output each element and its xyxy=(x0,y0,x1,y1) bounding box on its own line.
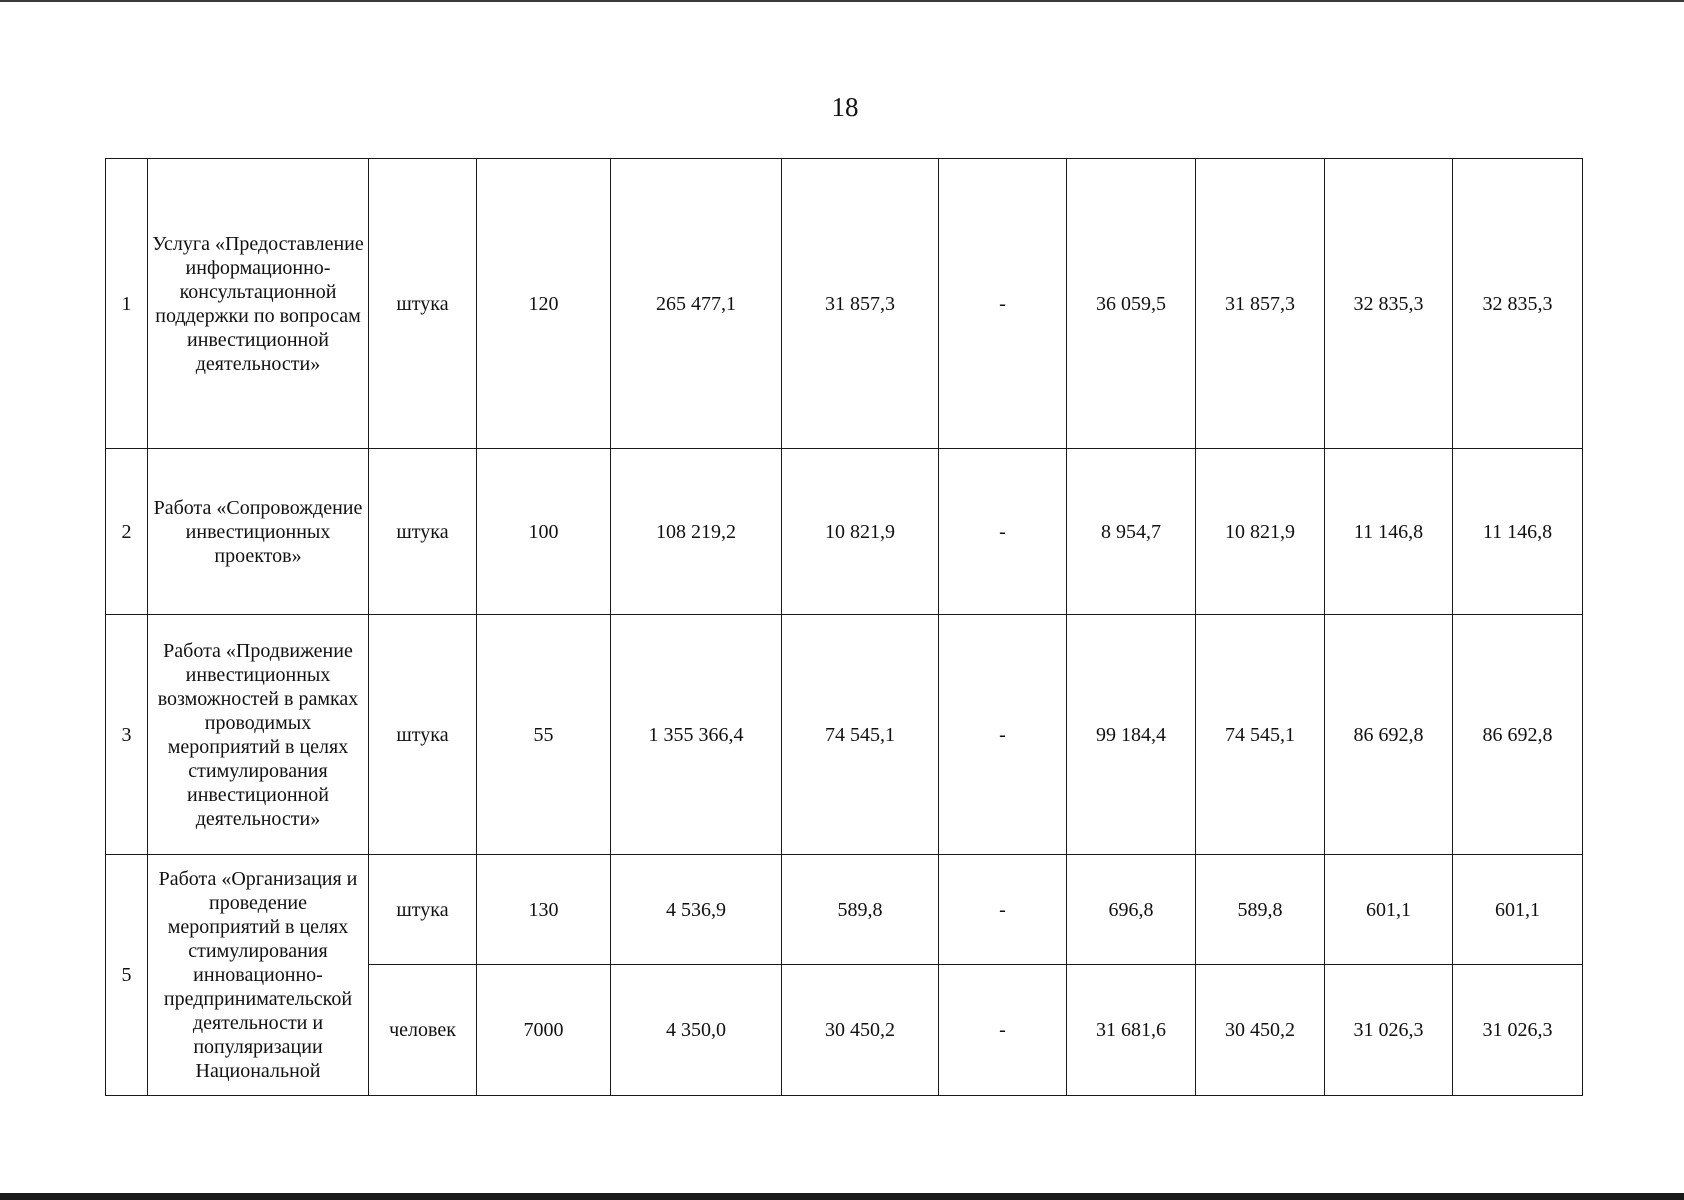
service-name: Работа «Сопровождение инвестиционных проектов» xyxy=(148,449,369,615)
value-cell: 10 821,9 xyxy=(1196,449,1325,615)
value-cell: 86 692,8 xyxy=(1325,615,1453,855)
volume-cell: 7000 xyxy=(477,965,611,1096)
value-cell: 31 857,3 xyxy=(1196,159,1325,449)
table-row xyxy=(106,449,1583,615)
volume-cell: 120 xyxy=(477,159,611,449)
value-cell: 30 450,2 xyxy=(1196,965,1325,1096)
value-cell: 696,8 xyxy=(1067,855,1196,965)
unit-cell: человек xyxy=(369,965,477,1096)
value-cell: 601,1 xyxy=(1325,855,1453,965)
value-cell: 4 350,0 xyxy=(611,965,782,1096)
value-cell: - xyxy=(939,965,1067,1096)
scan-edge-bottom xyxy=(0,1193,1684,1200)
value-cell: 31 681,6 xyxy=(1067,965,1196,1096)
value-cell: 31 026,3 xyxy=(1453,965,1583,1096)
value-cell: 4 536,9 xyxy=(611,855,782,965)
unit-cell: штука xyxy=(369,615,477,855)
value-cell: 30 450,2 xyxy=(782,965,939,1096)
volume-cell: 100 xyxy=(477,449,611,615)
value-cell: 99 184,4 xyxy=(1067,615,1196,855)
unit-cell: штука xyxy=(369,159,477,449)
value-cell: 589,8 xyxy=(782,855,939,965)
value-cell: 11 146,8 xyxy=(1325,449,1453,615)
value-cell: 36 059,5 xyxy=(1067,159,1196,449)
value-cell: - xyxy=(939,159,1067,449)
value-cell: 32 835,3 xyxy=(1453,159,1583,449)
table-row xyxy=(106,159,1583,449)
value-cell: 32 835,3 xyxy=(1325,159,1453,449)
data-table xyxy=(105,158,1583,1096)
value-cell: - xyxy=(939,449,1067,615)
volume-cell: 130 xyxy=(477,855,611,965)
row-number: 5 xyxy=(106,855,148,1096)
unit-cell: штука xyxy=(369,449,477,615)
table-row xyxy=(106,855,1583,965)
table-row xyxy=(106,615,1583,855)
value-cell: 10 821,9 xyxy=(782,449,939,615)
scan-edge-top xyxy=(0,0,1684,2)
value-cell: 601,1 xyxy=(1453,855,1583,965)
value-cell: 31 857,3 xyxy=(782,159,939,449)
value-cell: 86 692,8 xyxy=(1453,615,1583,855)
row-number: 3 xyxy=(106,615,148,855)
value-cell: - xyxy=(939,855,1067,965)
value-cell: - xyxy=(939,615,1067,855)
value-cell: 1 355 366,4 xyxy=(611,615,782,855)
value-cell: 108 219,2 xyxy=(611,449,782,615)
unit-cell: штука xyxy=(369,855,477,965)
service-name: Услуга «Предоставление информационно-консультационной поддержки по вопросам инвестиционной деятельности» xyxy=(148,159,369,449)
volume-cell: 55 xyxy=(477,615,611,855)
row-number: 1 xyxy=(106,159,148,449)
page-number: 18 xyxy=(831,92,859,122)
value-cell: 11 146,8 xyxy=(1453,449,1583,615)
value-cell: 8 954,7 xyxy=(1067,449,1196,615)
service-name: Работа «Продвижение инвестиционных возможностей в рамках проводимых мероприятий в целях стимулирования инвестиционной деятельности» xyxy=(148,615,369,855)
value-cell: 31 026,3 xyxy=(1325,965,1453,1096)
value-cell: 589,8 xyxy=(1196,855,1325,965)
value-cell: 74 545,1 xyxy=(1196,615,1325,855)
row-number: 2 xyxy=(106,449,148,615)
value-cell: 265 477,1 xyxy=(611,159,782,449)
service-name: Работа «Организация и проведение мероприятий в целях стимулирования инновационно-предпринимательской деятельности и популяризации Национальной xyxy=(148,855,369,1096)
value-cell: 74 545,1 xyxy=(782,615,939,855)
